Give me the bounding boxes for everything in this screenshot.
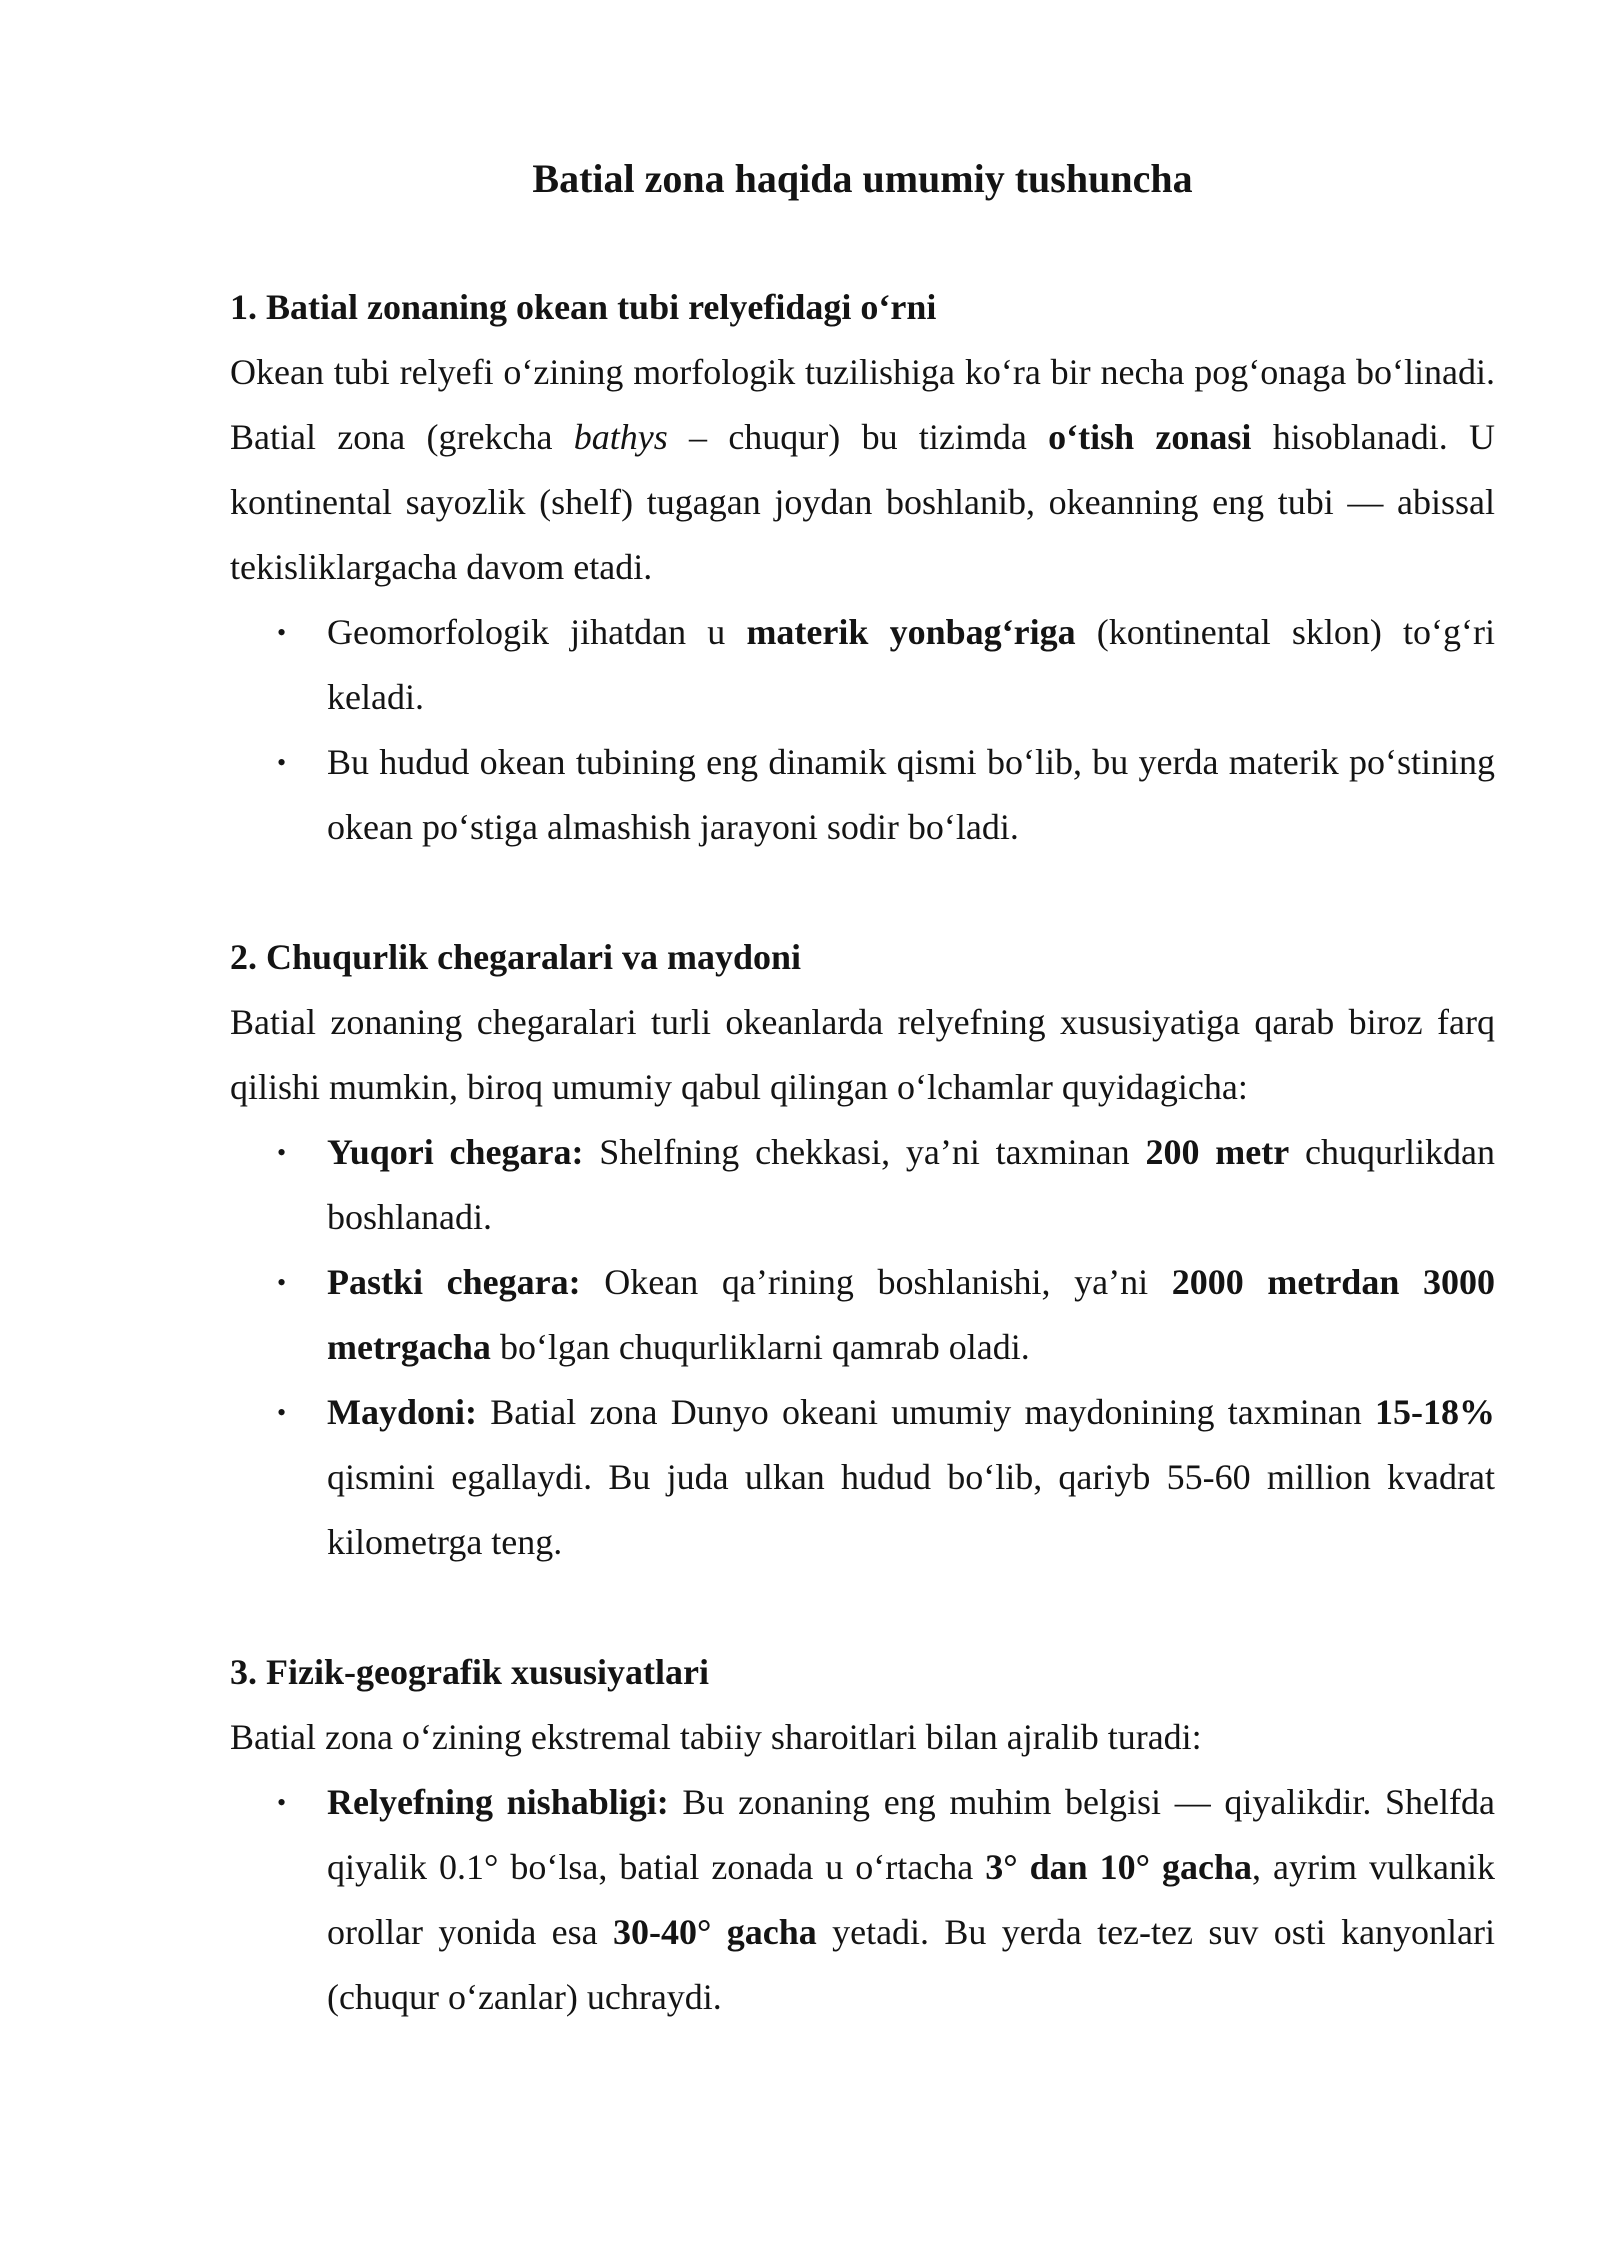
section-2-bullet-list: [230, 1120, 1495, 1575]
section-2-intro: Batial zonaning chegaralari turli okeanlarda relyefning xususiyatiga qarab biroz farq qilishi mumkin, biroq umumiy qabul qilingan o‘lchamlar quyidagicha:: [230, 1002, 1495, 1107]
text-run: bo‘lgan chuqurliklarni qamrab oladi.: [490, 1327, 1030, 1367]
document-page: [230, 145, 1495, 2095]
list-item: [277, 1380, 1495, 1575]
text-run: qismini egallaydi. Bu juda ulkan hudud bo‘lib, qariyb 55-60 million kvadrat kilometrga teng.: [327, 1457, 1495, 1562]
bold-term: materik yonbag‘riga: [746, 612, 1076, 652]
bold-term: 2000 metrdan 3000 metrgacha: [327, 1262, 1495, 1367]
list-item: [277, 1120, 1496, 1250]
section-1-intro: [230, 340, 1495, 600]
section-1: [230, 275, 1495, 860]
bullet-icon: •: [277, 1138, 287, 1167]
bold-label: Maydoni:: [327, 1392, 478, 1432]
bold-term: 3° dan 10° gacha: [985, 1847, 1253, 1887]
bullet-icon: •: [277, 618, 287, 647]
text-run: – chuqur) bu tizimda: [667, 417, 1049, 457]
text-run: (kontinental sklon) to‘g‘ri keladi.: [327, 612, 1496, 717]
list-item: [277, 1770, 1496, 2030]
text-run: chuqurlikdan boshlanadi.: [327, 1132, 1496, 1237]
bullet-icon: •: [277, 1788, 287, 1817]
bold-term: 15-18%: [1375, 1392, 1495, 1432]
text-run: yetadi. Bu yerda tez-tez suv osti kanyonlari (chuqur o‘zanlar) uchraydi.: [327, 1912, 1496, 2017]
bullet-icon: •: [277, 1398, 287, 1427]
text-run: hisoblanadi. U kontinental sayozlik (shelf) tugagan joydan boshlanib, okeanning eng tubi — abissal tekisliklargacha davom etadi.: [230, 417, 1496, 587]
text-run: Geomorfologik jihatdan u: [327, 612, 747, 652]
section-3-heading: 3. Fizik-geografik xususiyatlari: [230, 1652, 709, 1692]
text-run: Okean tubi relyefi o‘zining morfologik tuzilishiga ko‘ra bir necha pog‘onaga bo‘linadi. Batial zona (grekcha: [230, 352, 1495, 457]
list-item: [277, 600, 1496, 730]
bold-term: o‘tish zonasi: [1048, 417, 1252, 457]
bold-label: Relyefning nishabligi:: [327, 1782, 669, 1822]
text-run: , ayrim vulkanik orollar yonida esa: [327, 1847, 1496, 1952]
section-2-heading: 2. Chuqurlik chegaralari va maydoni: [230, 937, 802, 977]
bold-term: 30-40° gacha: [612, 1912, 817, 1952]
text-run: Shelfning chekkasi, ya’ni taxminan: [583, 1132, 1146, 1172]
bullet-icon: •: [277, 748, 287, 777]
bullet-icon: •: [277, 1268, 287, 1297]
bold-label: Pastki chegara:: [327, 1262, 581, 1302]
document-title: Batial zona haqida umumiy tushuncha: [532, 156, 1193, 201]
section-1-bullet-list: [230, 600, 1495, 860]
list-item: [277, 730, 1495, 860]
section-3-bullet-list: [230, 1770, 1495, 2030]
text-run: Bu hudud okean tubining eng dinamik qismi bo‘lib, bu yerda materik po‘stining okean po‘stiga almashish jarayoni sodir bo‘ladi.: [327, 742, 1495, 847]
section-3: [230, 1640, 1495, 2030]
italic-term: bathys: [573, 417, 668, 457]
text-run: Batial zona Dunyo okeani umumiy maydonining taxminan: [477, 1392, 1375, 1432]
section-2: [230, 925, 1495, 1575]
section-3-intro: Batial zona o‘zining ekstremal tabiiy sharoitlari bilan ajralib turadi:: [230, 1717, 1202, 1757]
bold-term: 200 metr: [1145, 1132, 1290, 1172]
text-run: Bu zonaning eng muhim belgisi — qiyalikdir. Shelfda qiyalik 0.1° bo‘lsa, batial zonada u o‘rtacha: [327, 1782, 1496, 1887]
text-run: Okean qa’rining boshlanishi, ya’ni: [580, 1262, 1172, 1302]
list-item: [277, 1250, 1495, 1380]
section-1-heading: 1. Batial zonaning okean tubi relyefidagi o‘rni: [230, 287, 937, 327]
bold-label: Yuqori chegara:: [327, 1132, 584, 1172]
